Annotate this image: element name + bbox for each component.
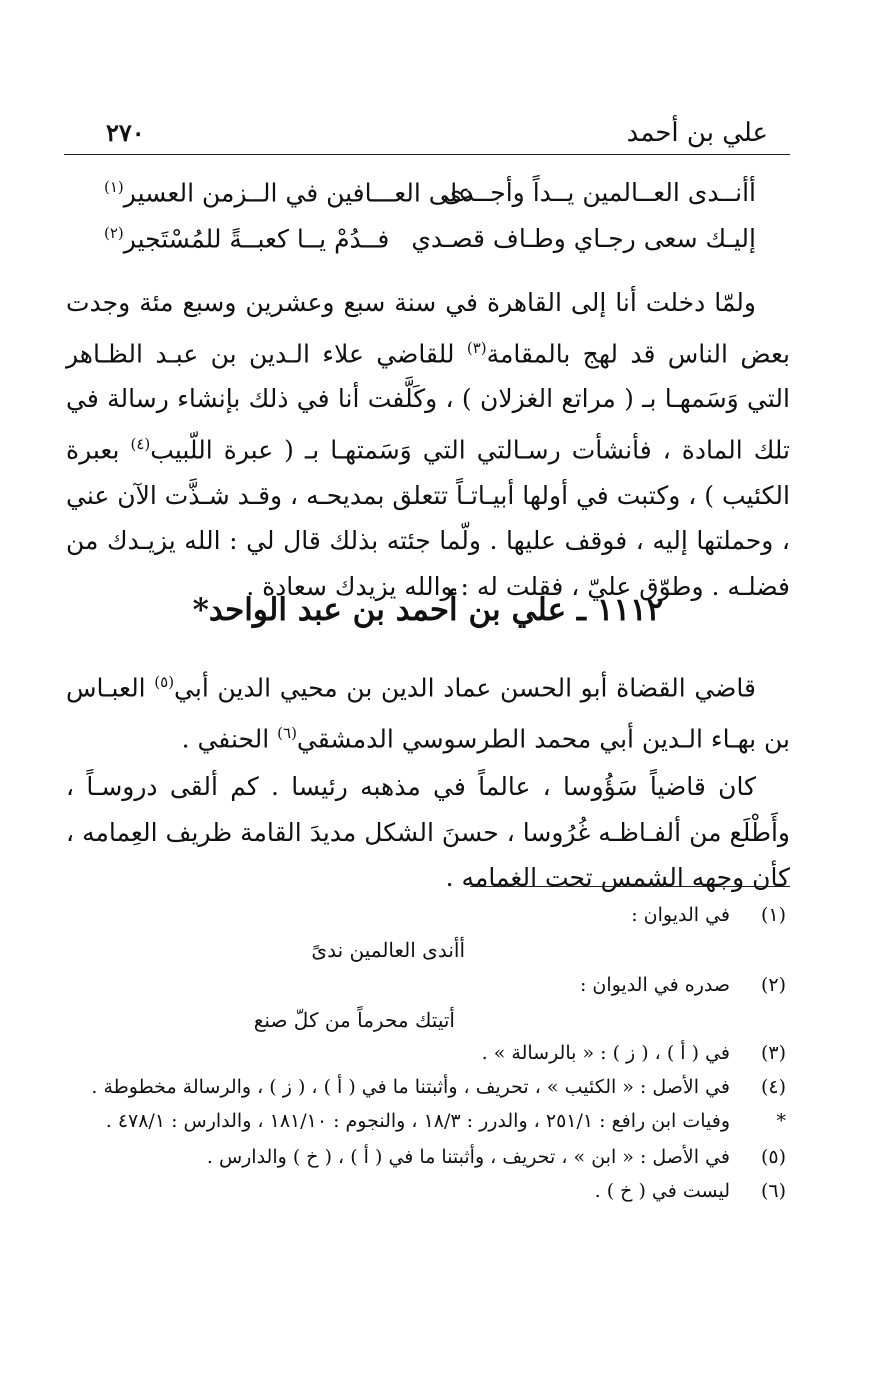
footnote-rule: [470, 886, 790, 887]
paragraph-text: العبـاس بن بهـاء الـدين أبي محمد الطرسوسي الدمشقي: [66, 673, 790, 754]
paragraph: [66, 660, 790, 762]
footnote-ref: (٢): [104, 224, 124, 242]
verse-first-hemistich: إليـك سعى رجـاي وطـاف قصـدي: [411, 224, 756, 253]
footnote-quote: أأندى العالمين ندىً: [311, 938, 465, 962]
paragraph-text: كان قاضياً سَؤُوسا ، عالماً في مذهبه رئيسا . كم ألقى دروسـاً ، وأَطْلَع من ألفـاظـه غُرُوسا ، حسنَ الشكل مديدَ القامة ظريف العِمامه ، كأن وجهه الشمس تحت الغمامه .: [66, 772, 790, 892]
entry-heading: ١١١٢ ـ علي بن أحمد بن عبد الواحد*: [192, 592, 664, 628]
running-title: علي بن أحمد: [626, 118, 768, 148]
footnote-text: في الأصل : « الكئيب » ، تحريف ، وأثبتنا ما في ( أ ) ، ( ز ) ، والرسالة مخطوطة .: [91, 1076, 730, 1098]
footnote-quote: أتيتك محرماً من كلّ صنع: [253, 1008, 455, 1032]
paragraph: [66, 764, 790, 901]
footnote-text: في الأصل : « ابن » ، تحريف ، وأثبتنا ما في ( أ ) ، ( خ ) والدارس .: [206, 1146, 730, 1168]
footnote-ref: (٣): [466, 338, 487, 357]
footnote-ref: (٥): [154, 673, 175, 691]
footnote-text: في ( أ ) ، ( ز ) : « بالرسالة » .: [481, 1042, 730, 1064]
footnote-ref: (١): [104, 178, 124, 196]
footnote-number: (٤): [760, 1076, 786, 1098]
footnote-text: صدره في الديوان :: [579, 974, 730, 996]
footnote-number: (٦): [760, 1180, 786, 1202]
paragraph-text: قاضي القضاة أبو الحسن عماد الدين بن محيي الدين أبي: [174, 673, 756, 703]
footnote-text: وفيات ابن رافع : ٢٥١/١ ، والدرر : ١٨/٣ ، والنجوم : ١٨١/١٠ ، والدارس : ٤٧٨/١ .: [105, 1110, 730, 1132]
verse-second-hemistich: [104, 178, 473, 207]
header-rule: [64, 154, 790, 155]
paragraph: [66, 280, 790, 609]
page-header: [66, 112, 790, 152]
footnote-number: (٣): [760, 1042, 786, 1064]
paragraph-text: الحنفي .: [181, 724, 278, 754]
footnote-number: *: [776, 1110, 786, 1132]
verse-text: على العـــافين في الــزمن العسير: [123, 178, 473, 208]
footnote-number: (١): [760, 904, 786, 926]
paragraph-text: للقاضي علاء الـدين بن عبـد الظـاهر التي وَسَمهـا بـ ( مراتع الغزلان ) ، وكَلَّفت أنا في ذلك بإنشاء رسالة في تلك المادة ، فأنشأت رسـالتي التي وَسَمتهـا بـ ( عبرة اللّبيب: [66, 338, 790, 465]
footnote-ref: (٦): [277, 723, 297, 742]
footnote-number: (٢): [760, 974, 786, 996]
footnote-number: (٥): [760, 1146, 786, 1168]
footnote-text: في الديوان :: [631, 904, 730, 926]
paragraph-text: ولمّا دخلت أنا إلى القاهرة في سنة سبع وعشرين وسبع مئة وجدت بعض الناس قد لهج بالمقامة: [66, 288, 790, 368]
verse-second-hemistich: [104, 224, 389, 253]
verse-text: فــدُمْ يــا كعبــةً للمُسْتَجير: [123, 224, 390, 254]
footnote-ref: (٤): [130, 434, 151, 453]
paragraph-text: بعبرة الكئيب ) ، وكتبت في أولها أبيـاتـاً تتعلق بمديحـه ، وقـد شـذَّت الآن عني ، وحملتها إليه ، فوقف عليها . ولّما جئته بذلك قال لي : الله يزيـدك من فضلـه . وطوّق عليّ ، فقلت له : والله يزيدك سعادة .: [66, 435, 790, 601]
verse-first-hemistich: أأنــدى العــالمين يــداً وأجــدى: [442, 178, 756, 207]
page-number: ٢٧٠: [106, 118, 145, 147]
verse-line: [70, 224, 790, 264]
verse-line: [70, 178, 790, 218]
footnote-text: ليست في ( خ ) .: [594, 1180, 730, 1202]
